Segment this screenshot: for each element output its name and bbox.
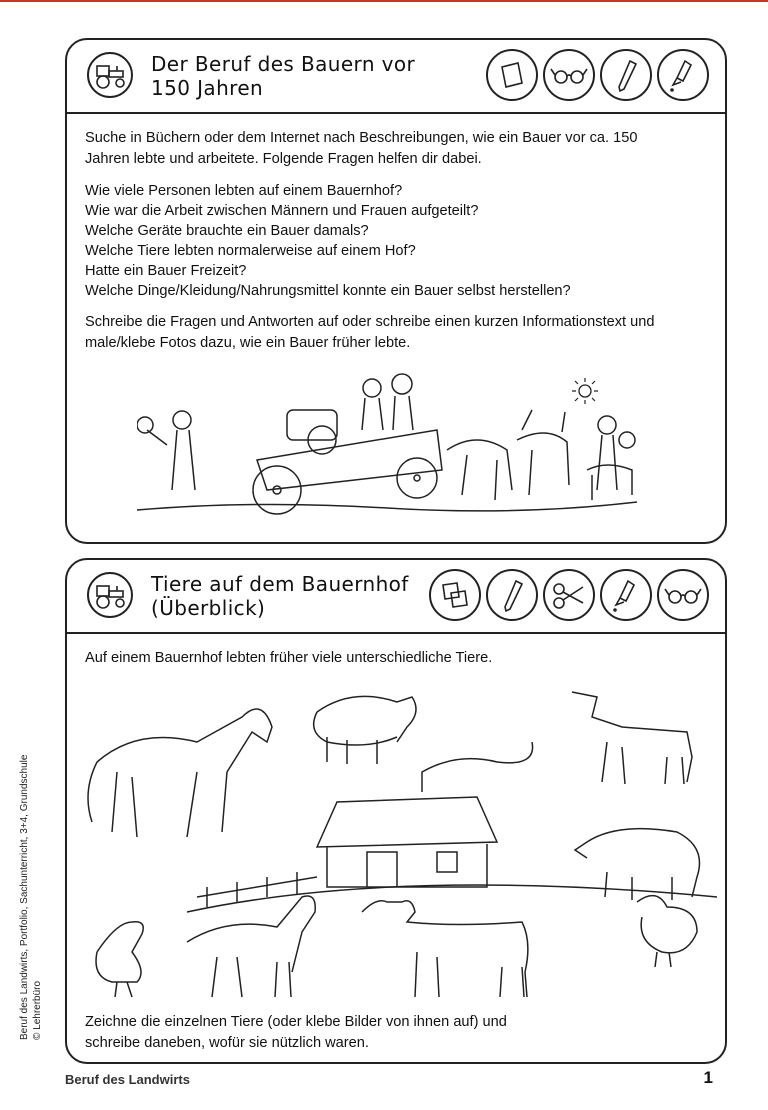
task-line: schreibe daneben, wofür sie nützlich waren. <box>85 1035 369 1051</box>
question: Hatte ein Bauer Freizeit? <box>85 263 247 279</box>
task-card-farmer-150-years <box>65 38 727 544</box>
tractor-icon <box>87 52 133 98</box>
sun-icon <box>565 376 605 406</box>
glue-icon <box>600 569 652 621</box>
task-line: male/klebe Fotos dazu, wie ein Bauer früher lebte. <box>85 335 411 351</box>
donkey <box>187 896 315 997</box>
material-icons <box>429 569 709 621</box>
side-line-2: © Lehrerbüro <box>32 980 43 1040</box>
question: Welche Tiere lebten normalerweise auf einem Hof? <box>85 243 416 259</box>
intro-line: Jahren lebte und arbeitete. Folgende Fragen helfen dir dabei. <box>85 151 482 167</box>
paper-icon <box>486 49 538 101</box>
title-line-1: Der Beruf des Bauern vor <box>151 52 416 76</box>
farmhouse <box>317 797 497 887</box>
tractor-icon <box>87 572 133 618</box>
title-line-2: (Überblick) <box>151 596 266 620</box>
glasses-icon <box>657 569 709 621</box>
farm-wagon-illustration <box>137 370 637 520</box>
pencil-icon <box>600 49 652 101</box>
glue-icon <box>657 49 709 101</box>
question: Wie viele Personen lebten auf einem Bauernhof? <box>85 183 403 199</box>
side-line-1: Beruf des Landwirts, Portfolio, Sachunterricht, 3+4, Grundschule <box>19 754 30 1040</box>
task-line: Schreibe die Fragen und Antworten auf oder schreibe einen kurzen Informationstext und <box>85 314 655 330</box>
intro-paragraph <box>85 128 707 170</box>
intro-line: Suche in Büchern oder dem Internet nach Beschreibungen, wie ein Bauer vor ca. 150 <box>85 130 638 146</box>
material-icons <box>486 49 709 101</box>
question: Welche Dinge/Kleidung/Nahrungsmittel konnte ein Bauer selbst herstellen? <box>85 283 571 299</box>
title-line-1: Tiere auf dem Bauernhof <box>151 572 409 596</box>
sheep <box>314 696 416 764</box>
cow <box>362 901 528 997</box>
footer-title: Beruf des Landwirts <box>65 1072 190 1087</box>
horse <box>88 709 272 837</box>
card-body <box>85 128 707 365</box>
question-list <box>85 181 707 301</box>
card-title <box>151 52 415 100</box>
card-body-bottom <box>85 1012 707 1064</box>
photos-icon <box>429 569 481 621</box>
farm-animals-illustration <box>77 672 717 1002</box>
question: Welche Geräte brauchte ein Bauer damals? <box>85 223 369 239</box>
card-header <box>67 560 725 634</box>
task-card-farm-animals <box>65 558 727 1064</box>
hen <box>637 896 697 967</box>
card-title <box>151 572 409 620</box>
glasses-icon <box>543 49 595 101</box>
task-paragraph <box>85 312 707 354</box>
goat <box>572 692 692 784</box>
pencil-icon <box>486 569 538 621</box>
pig <box>575 829 700 900</box>
title-line-2: 150 Jahren <box>151 76 264 100</box>
question: Wie war die Arbeit zwischen Männern und Frauen aufgeteilt? <box>85 203 479 219</box>
page-number: 1 <box>703 1068 713 1087</box>
goose <box>96 922 143 997</box>
top-edge-line <box>0 0 768 2</box>
task-paragraph <box>85 1012 707 1054</box>
smoke <box>422 742 533 792</box>
side-copyright <box>18 755 44 1040</box>
intro-line: Auf einem Bauernhof lebten früher viele unterschiedliche Tiere. <box>85 650 493 666</box>
intro-paragraph <box>85 648 707 669</box>
task-line: Zeichne die einzelnen Tiere (oder klebe Bilder von ihnen auf) und <box>85 1014 507 1030</box>
card-header <box>67 40 725 114</box>
scissors-icon <box>543 569 595 621</box>
